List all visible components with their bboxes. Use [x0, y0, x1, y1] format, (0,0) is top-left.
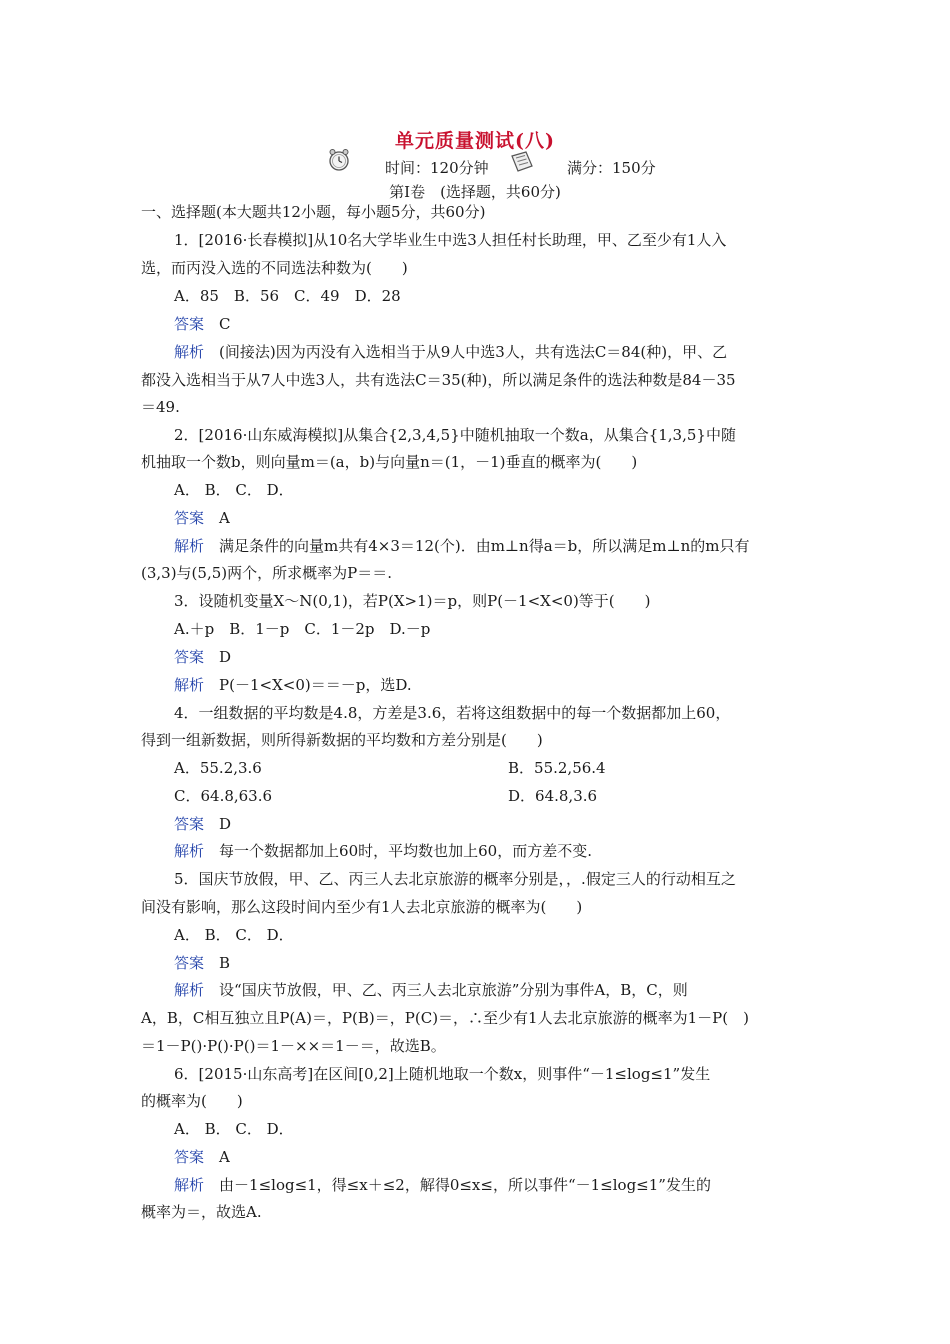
q1-stem-line1: 1．[2016·长春模拟]从10名大学毕业生中选3人担任村长助理，甲、乙至少有1人入	[174, 231, 727, 249]
answer-label: 答案	[174, 648, 205, 666]
clock-icon	[328, 148, 350, 172]
q1-answer-value: C	[219, 315, 231, 333]
q1-answer	[174, 314, 810, 334]
answer-label: 答案	[174, 954, 205, 972]
q2-analysis-text: 满足条件的向量m共有4×3＝12(个)．由m⊥n得a＝b，所以满足m⊥n的m只有	[219, 537, 750, 555]
q4-analysis-line1	[174, 841, 810, 861]
exam-full-score: 满分：150分	[567, 159, 656, 177]
q2-stem-line2: 机抽取一个数b，则向量m＝(a，b)与向量n＝(1，－1)垂直的概率为( )	[141, 453, 638, 471]
analysis-label: 解析	[174, 842, 205, 860]
q5-analysis-line1	[174, 980, 810, 1000]
q2-analysis-line1	[174, 536, 810, 556]
q5-analysis-line2: A，B，C相互独立且P(A)＝，P(B)＝，P(C)＝，∴至少有1人去北京旅游的概率为1－P( )	[141, 1009, 749, 1027]
q3-analysis-text: P(－1<X<0)＝＝－p，选D.	[219, 676, 412, 694]
q2-answer-value: A	[219, 509, 230, 527]
q4-answer	[174, 814, 810, 834]
q2-answer	[174, 508, 810, 528]
q4-options-row2	[174, 786, 810, 806]
paper-icon	[509, 151, 535, 173]
q2-options: A． B． C． D．	[174, 481, 294, 499]
q4-options-row1	[174, 758, 810, 778]
q4-stem-line1: 4．一组数据的平均数是4.8，方差是3.6，若将这组数据中的每一个数据都加上60，	[174, 704, 731, 722]
q3-options: A.＋p B．1－p C．1－2p D.－p	[174, 620, 431, 638]
exam-time: 时间：120分钟	[385, 159, 489, 177]
q6-analysis-text: 由－1≤log≤1，得≤x＋≤2，解得0≤x≤，所以事件“－1≤log≤1”发生的	[219, 1176, 711, 1194]
q2-analysis-line2: (3,3)与(5,5)两个，所求概率为P＝＝.	[141, 564, 392, 582]
q3-answer	[174, 647, 810, 667]
q5-answer-value: B	[219, 954, 231, 972]
answer-label: 答案	[174, 815, 205, 833]
q1-analysis-line1	[174, 342, 810, 362]
q5-answer	[174, 953, 810, 973]
q5-options: A． B． C． D．	[174, 926, 294, 944]
q5-analysis-line3: ＝1－P()·P()·P()＝1－××＝1－＝，故选B。	[141, 1037, 446, 1055]
q6-analysis-line2: 概率为＝，故选A.	[141, 1203, 262, 1221]
q6-options: A． B． C． D．	[174, 1120, 294, 1138]
q5-analysis-text: 设“国庆节放假，甲、乙、丙三人去北京旅游”分别为事件A，B，C，则	[219, 981, 688, 999]
q5-stem-line2: 间没有影响，那么这段时间内至少有1人去北京旅游的概率为( )	[141, 898, 583, 916]
answer-label: 答案	[174, 509, 205, 527]
q4-stem-line2: 得到一组新数据，则所得新数据的平均数和方差分别是( )	[141, 731, 543, 749]
q2-stem-line1: 2．[2016·山东威海模拟]从集合{2,3,4,5}中随机抽取一个数a，从集合{1,3,5}中随	[174, 426, 736, 444]
analysis-label: 解析	[174, 981, 205, 999]
q4-option-a: A．55.2,3.6	[174, 759, 262, 777]
q3-stem-line1: 3．设随机变量X～N(0,1)，若P(X>1)＝p，则P(－1<X<0)等于( )	[174, 592, 651, 610]
section-heading: 一、选择题(本大题共12小题，每小题5分，共60分)	[141, 203, 486, 221]
q6-stem-line1: 6．[2015·山东高考]在区间[0,2]上随机地取一个数x，则事件“－1≤log≤1”发生	[174, 1065, 711, 1083]
q1-analysis-line2: 都没入选相当于从7人中选3人，共有选法C＝35(种)，所以满足条件的选法种数是84－35	[141, 371, 736, 389]
q6-analysis-line1	[174, 1175, 810, 1195]
q6-stem-line2: 的概率为( )	[141, 1092, 243, 1110]
answer-label: 答案	[174, 315, 205, 333]
volume-heading: 第Ⅰ卷 (选择题，共60分)	[389, 183, 561, 201]
q5-stem-line1: 5．国庆节放假，甲、乙、丙三人去北京旅游的概率分别是，，.假定三人的行动相互之	[174, 870, 736, 888]
page-title: 单元质量测试(八)	[395, 130, 555, 152]
q1-options: A．85 B．56 C．49 D．28	[174, 287, 401, 305]
q6-answer-value: A	[219, 1148, 230, 1166]
q1-analysis-line3: ＝49.	[141, 398, 180, 416]
q4-option-c: C．64.8,63.6	[174, 787, 273, 805]
answer-label: 答案	[174, 1148, 205, 1166]
q1-analysis-text: (间接法)因为丙没有入选相当于从9人中选3人，共有选法C＝84(种)，甲、乙	[219, 343, 728, 361]
analysis-label: 解析	[174, 343, 205, 361]
q4-analysis-text: 每一个数据都加上60时，平均数也加上60，而方差不变.	[219, 842, 592, 860]
q3-analysis-line1	[174, 675, 810, 695]
q3-answer-value: D	[219, 648, 232, 666]
q1-stem-line2: 选，而丙没入选的不同选法种数为( )	[141, 259, 408, 277]
q4-option-d: D．64.8,3.6	[508, 787, 598, 805]
q4-option-b: B．55.2,56.4	[508, 759, 606, 777]
q4-answer-value: D	[219, 815, 232, 833]
analysis-label: 解析	[174, 676, 205, 694]
q6-answer	[174, 1147, 810, 1167]
analysis-label: 解析	[174, 1176, 205, 1194]
analysis-label: 解析	[174, 537, 205, 555]
